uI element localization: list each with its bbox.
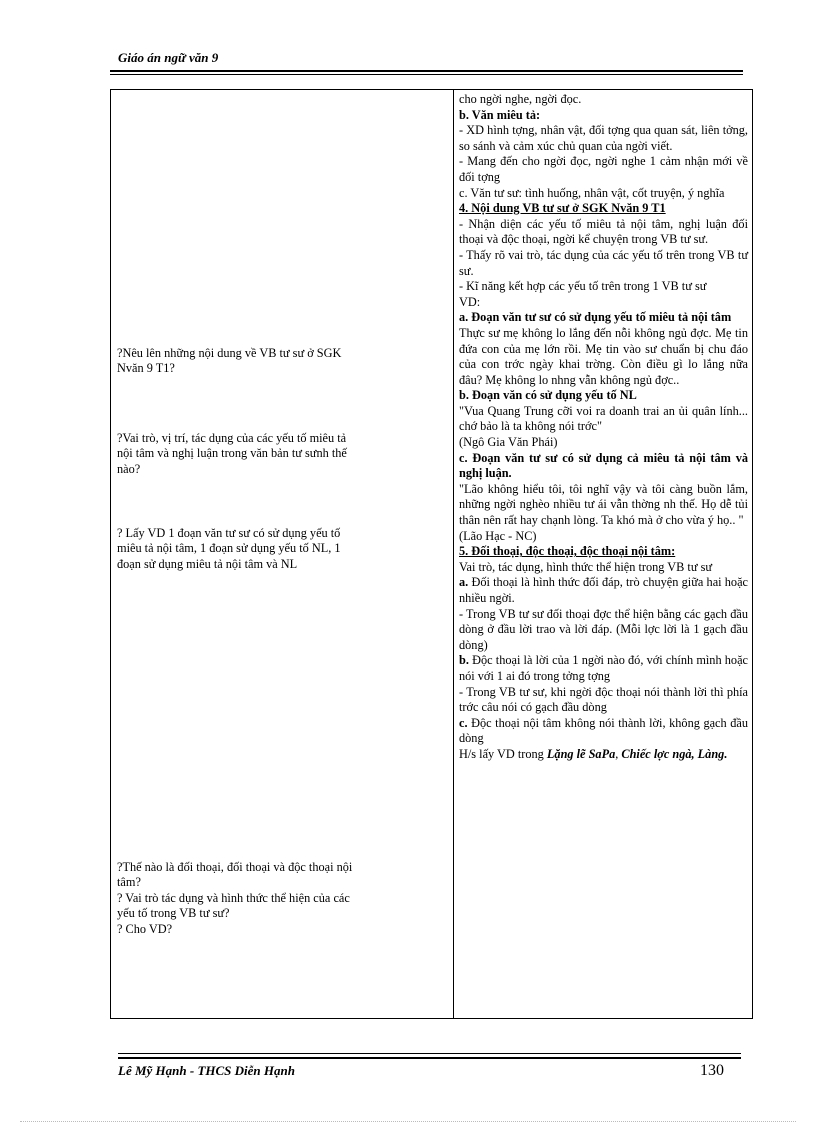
section-heading: b. Đoạn văn có sử dụng yếu tố NL xyxy=(459,388,637,403)
answer-text: Độc thoại là lời của 1 ngời nào đó, với chính mình hoặc nói với 1 ai đó trong tởng tợng xyxy=(459,653,748,683)
section-heading: 5. Đối thoại, độc thoại, độc thoại nội tâm: xyxy=(459,544,676,559)
question-line: nội tâm và nghị luận trong văn bản tư sưnh thế xyxy=(117,446,347,461)
question-line: yếu tố trong VB tư sư? xyxy=(117,906,230,921)
section-heading: c. Đoạn văn tư sư có sử dụng cả miêu tả nội tâm và nghị luận. xyxy=(459,450,748,481)
answers-column xyxy=(454,90,753,1019)
answer-text xyxy=(459,653,748,684)
answer-text: - Nhận diện các yếu tố miêu tả nội tâm, nghị luận đối thoại và độc thoại, ngời kể chuyện trong VB tư sư. xyxy=(459,216,748,247)
question-line: ? Vai trò tác dụng và hình thức thể hiện của các xyxy=(117,890,350,905)
header-rule xyxy=(110,74,743,75)
answer-text xyxy=(459,747,748,763)
question-dialogue-monologue xyxy=(117,860,445,937)
section-heading: b. Văn miêu tả: xyxy=(459,107,541,122)
lesson-table xyxy=(110,89,753,1019)
page-number: 130 xyxy=(700,1062,724,1079)
footer-author: Lê Mỹ Hạnh - THCS Diễn Hạnh xyxy=(118,1063,295,1078)
answer-text xyxy=(459,716,748,747)
question-line: tâm? xyxy=(117,875,141,890)
answer-text xyxy=(459,575,748,606)
item-marker: b. xyxy=(459,653,469,668)
question-line: ?Nêu lên những nội dung về VB tư sư ở SGK xyxy=(117,346,342,360)
question-line: miêu tả nội tâm, 1 đoạn sử dụng yếu tố NL, 1 xyxy=(117,541,341,556)
question-line: ? Cho VD? xyxy=(117,921,173,936)
question-example-paragraphs xyxy=(117,526,445,572)
questions-column xyxy=(111,90,454,1019)
question-line: nào? xyxy=(117,461,141,476)
answer-text: Đối thoại là hình thức đối đáp, trò chuyện giữa hai hoặc nhiều ngời. xyxy=(459,575,748,605)
answer-text: VD: xyxy=(459,294,481,309)
example-paragraph: "Vua Quang Trung cỡi voi ra doanh trai an ủi quân lính... chớ bảo là ta không nói trớc" xyxy=(459,403,748,434)
page-header-title: Giáo án ngữ văn 9 xyxy=(118,50,219,65)
question-line: ?Vai trò, vị trí, tác dụng của các yếu tố miêu tả xyxy=(117,431,347,445)
item-marker: a. xyxy=(459,575,469,590)
source-citation: (Ngô Gia Văn Phái) xyxy=(459,435,558,450)
answer-text: Độc thoại nội tâm không nói thành lời, không gạch đầu dòng xyxy=(459,715,748,746)
header-rule xyxy=(110,70,743,72)
example-paragraph: "Lão không hiểu tôi, tôi nghĩ vậy và tôi càng buồn lắm, những ngời nghèo nhiều tư ái vẫn thờng nh thế. Họ dễ tủi thân nên rất hay chạnh lòng. Ta khó mà ở cho vừa ý họ.. " xyxy=(459,481,748,528)
section-heading: a. Đoạn văn tư sư có sử dụng yếu tố miêu tả nội tâm xyxy=(459,310,732,325)
answer-text: H/s lấy VD trong xyxy=(459,746,547,761)
question-content-sgk xyxy=(117,346,445,377)
question-line: Nvăn 9 T1? xyxy=(117,361,175,376)
item-marker: c. xyxy=(459,715,468,730)
question-line: ?Thế nào là đối thoại, đối thoại và độc thoại nội xyxy=(117,860,353,874)
work-title: Chiếc lợc ngà, Làng. xyxy=(621,746,728,761)
example-paragraph: Thực sư mẹ không lo lắng đến nỗi không ngủ đợc. Mẹ tin đứa con của mẹ lớn rồi. Mẹ tin vào sư chuẩn bị chu đáo của con trớc ngày khai trờng. Còn điều gì lo lắng nữa đâu? Mẹ không lo nhng vẫn không ngủ đợc.. xyxy=(459,325,748,387)
answer-text: - Mang đến cho ngời đọc, ngời nghe 1 cảm nhận mới về đối tợng xyxy=(459,154,748,184)
page-bottom-dotted-line xyxy=(20,1121,796,1122)
section-heading: 4. Nội dung VB tư sư ở SGK Nvăn 9 T1 xyxy=(459,201,666,216)
answer-text: - Trong VB tư sư, khi ngời độc thoại nói thành lời thì phía trớc câu nói có gạch đầu dòng xyxy=(459,684,748,715)
answer-text: - Thấy rõ vai trò, tác dụng của các yếu tố trên trong VB tư sư. xyxy=(459,247,748,278)
footer-rule xyxy=(118,1053,741,1054)
question-line: đoạn sử dụng miêu tả nội tâm và NL xyxy=(117,556,298,571)
answer-text: - Trong VB tư sư đối thoại đợc thể hiện bằng các gạch đầu dòng ở đầu lời trao và lời đáp. (Mỗi lợc lời là 1 gạch đầu dòng) xyxy=(459,606,748,652)
answer-text: , xyxy=(615,746,622,761)
answer-text: - Kĩ năng kết hợp các yếu tố trên trong 1 VB tư sư xyxy=(459,279,707,294)
answer-text: cho ngời nghe, ngời đọc. xyxy=(459,92,582,106)
question-role-elements xyxy=(117,431,445,477)
question-line: ? Lấy VD 1 đoạn văn tư sư có sử dụng yếu tố xyxy=(117,526,341,540)
answer-text: c. Văn tư sư: tình huống, nhân vật, cốt truyện, ý nghĩa xyxy=(459,185,725,200)
answer-text: Vai trò, tác dụng, hình thức thể hiện trong VB tư sư xyxy=(459,559,713,574)
work-title: Lặng lẽ SaPa xyxy=(546,746,616,761)
answer-text: - XD hình tợng, nhân vật, đối tợng qua quan sát, liên tởng, so sánh và cảm xúc chủ quan của ngời viết. xyxy=(459,123,748,153)
source-citation: (Lão Hạc - NC) xyxy=(459,528,537,543)
footer-rule xyxy=(118,1057,741,1059)
